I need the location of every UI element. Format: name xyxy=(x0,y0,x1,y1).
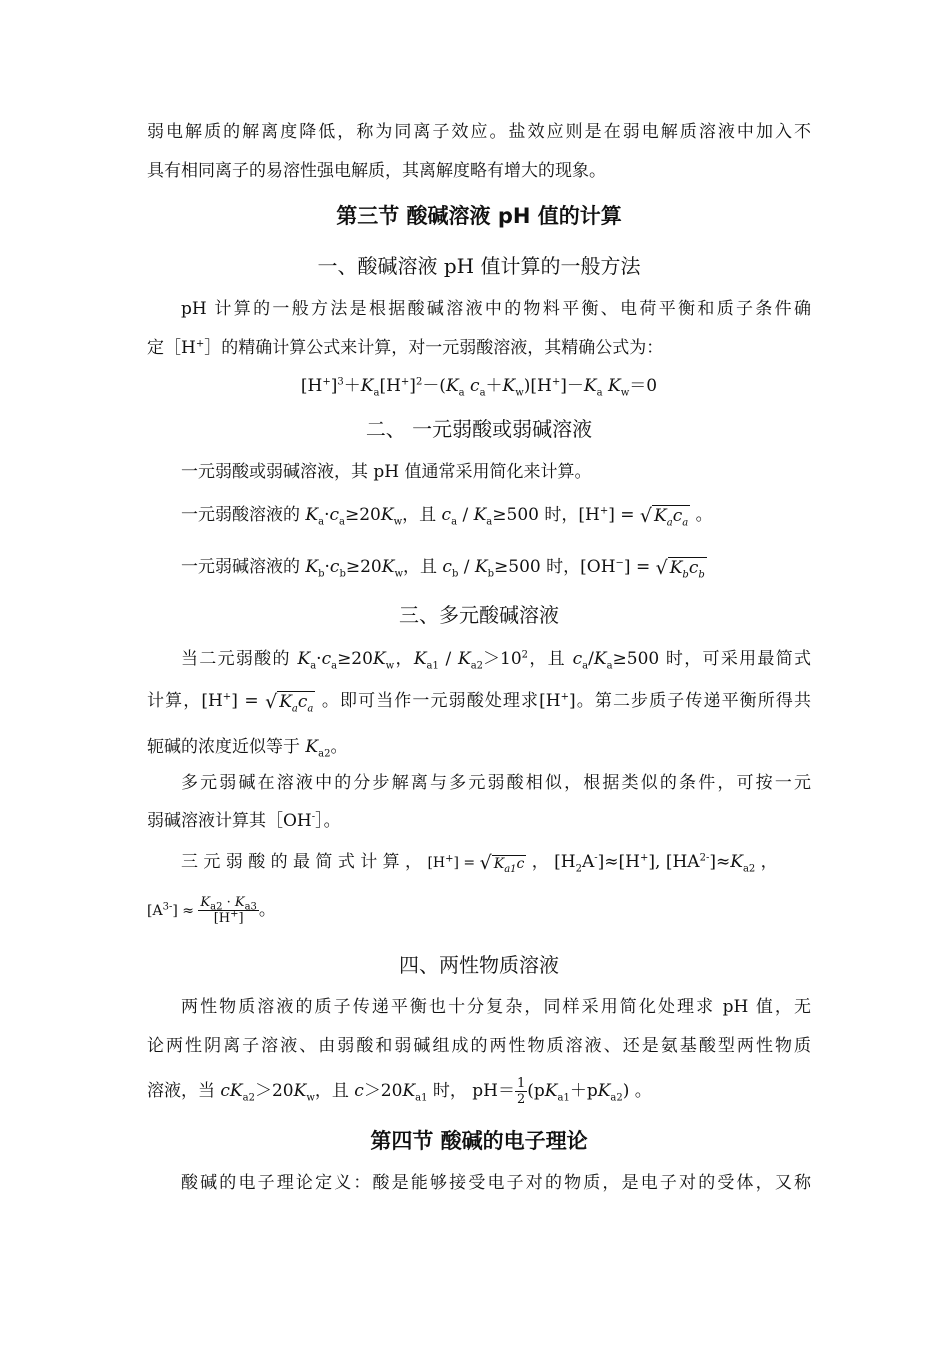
weak-base-condition: 一元弱碱溶液的 $K_b\cdot c_b\ge 20K_w$，且 $c_b$ ∕ $K_b\ge 500$ 时，[OH−] = √ $K_bc_b$ xyxy=(181,556,705,580)
intro-line-1: 弱电解质的解离度降低，称为同离子效应。盐效应则是在弱电解质溶液中加入不 xyxy=(147,122,811,142)
precise-formula: $[H^+]^3+K_a[H^+]^2-(K_a$ $c_a+K_w)[H^+]-K_a$ $K_w=0$ xyxy=(300,376,658,399)
s3-paragraph-line-3: 轭碱的浓度近似等于 $K_{a2}$。 xyxy=(147,737,348,760)
s2-paragraph: 一元弱酸或弱碱溶液，其 pH 值通常采用简化来计算。 xyxy=(181,462,592,482)
s3-paragraph-line-2: 计算，[H+] = √ $K_ac_a$ 。即可当作一元弱酸处理求[H+]。第二步质子传递平衡所得共 xyxy=(147,690,812,714)
s1-paragraph-line-2: 定［H+］的精确计算公式来计算，对一元弱酸溶液，其精确公式为： xyxy=(147,338,664,358)
s3-paragraph-line-5: 弱碱溶液计算其［OH-］。 xyxy=(147,811,341,831)
subsection-1-title: 一、酸碱溶液 pH 值计算的一般方法 xyxy=(317,254,641,278)
subsection-2-title: 二、 一元弱酸或弱碱溶液 xyxy=(365,417,593,441)
subsection-3-title: 三、多元酸碱溶液 xyxy=(399,603,559,627)
s4-paragraph-line-3: 溶液，当 $cK_{a2}>20K_w$，且 $c>20K_{a1}$ 时， pH＝ $\frac{1}{2}$ $(pK_{a1}+pK_{a2})$ 。 xyxy=(147,1076,652,1107)
s3-paragraph-line-4: 多元弱碱在溶液中的分步解离与多元弱酸相似，根据类似的条件，可按一元 xyxy=(181,773,811,793)
s1-paragraph-line-1: pH 计算的一般方法是根据酸碱溶液中的物料平衡、电荷平衡和质子条件确 xyxy=(181,299,811,319)
intro-line-2: 具有相同离子的易溶性强电解质，其离解度略有增大的现象。 xyxy=(147,161,606,181)
weak-acid-condition: 一元弱酸溶液的 $K_a\cdot c_a\ge 20K_w$，且 $c_a$ ∕ $K_a\ge 500$ 时，[H+] = √ $K_ac_a$ 。 xyxy=(181,504,713,528)
triprotic-line-2: $[A^{3-}]$ ≈ $\frac{K_{a2} \cdot K_{a3}}{[H^+]}$ 。 xyxy=(147,895,276,926)
s3-paragraph-line-1: 当二元弱酸的 $K_a\cdot c_a\ge 20K_w$，$K_{a1}$ ∕ $K_{a2}>10^2$，且 $c_a/K_a\ge 500$ 时，可采用最简式 xyxy=(181,649,812,672)
section-4-title: 第四节 酸碱的电子理论 xyxy=(370,1129,588,1153)
s4-intro-line: 酸碱的电子理论定义：酸是能够接受电子对的物质，是电子对的受体，又称 xyxy=(181,1173,811,1193)
section-3-title: 第三节 酸碱溶液 pH 值的计算 xyxy=(336,204,622,228)
s4-paragraph-line-2: 论两性阴离子溶液、由弱酸和弱碱组成的两性物质溶液、还是氨基酸型两性物质 xyxy=(147,1036,811,1056)
subsection-4-title: 四、两性物质溶液 xyxy=(399,953,559,977)
triprotic-line-1: 三 元 弱 酸 的 最 简 式 计 算 ， [H+] = √ $K_{a1}c$ ， $[H_2A^-]\approx[H^+]$, $[HA^{2-}]\approx K_{a2}$ ， xyxy=(181,851,778,875)
s4-paragraph-line-1: 两性物质溶液的质子传递平衡也十分复杂，同样采用简化处理求 pH 值，无 xyxy=(181,997,811,1017)
